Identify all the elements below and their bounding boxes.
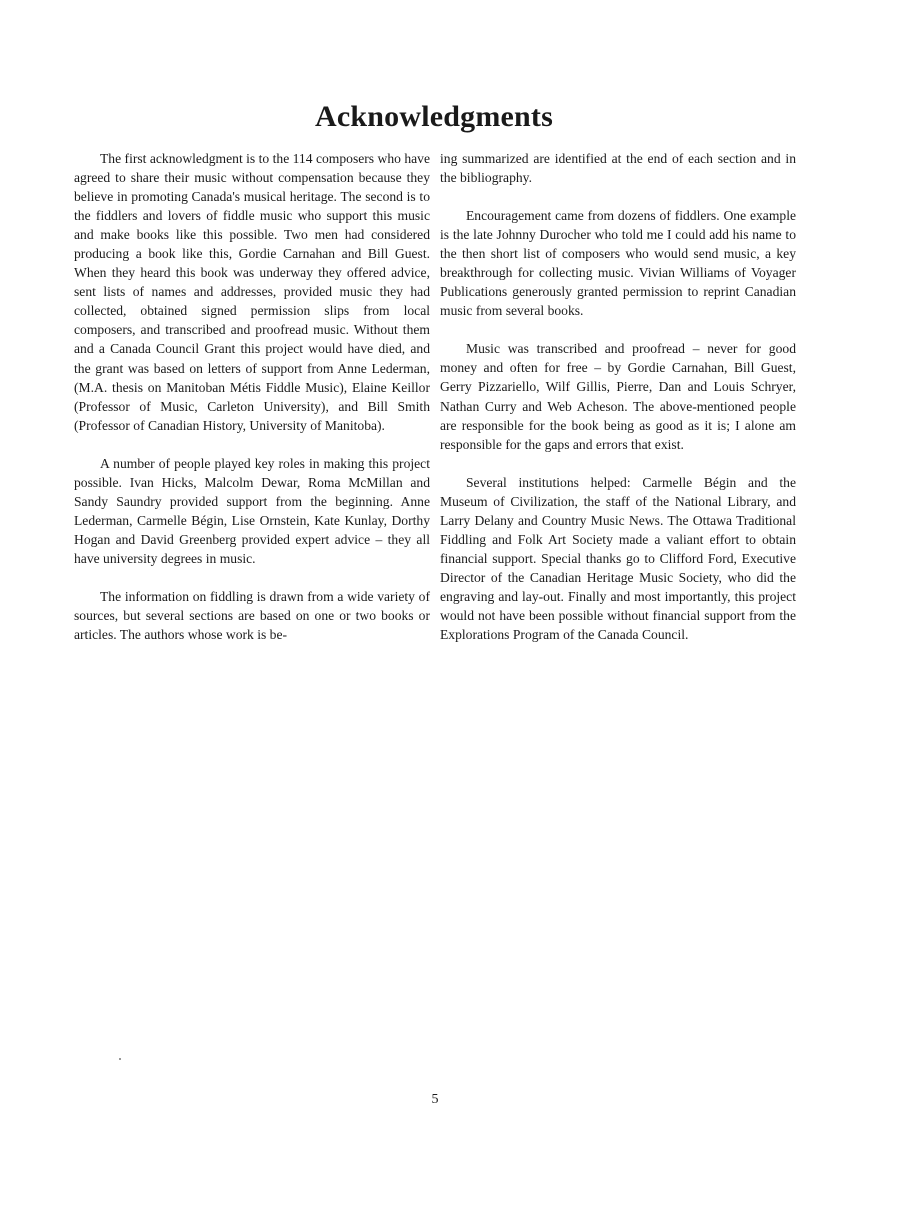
paragraph-key-roles: A number of people played key roles in making this project possible. Ivan Hicks, Malcolm Dewar, Roma McMillan and Sandy Saundry provided support from the beginning. Anne Lederman, Carmelle Bégin, Lise Ornstein, Kate Kunlay, Dorthy Hogan and David Greenberg provided expert advice – they all have university degrees in music. <box>74 455 430 566</box>
scan-speck <box>119 1058 121 1060</box>
left-column <box>74 149 430 644</box>
paragraph-sources: The information on fiddling is drawn from a wide variety of sources, but several sections are based on one or two books or articles. The authors whose work is be- <box>74 588 430 643</box>
paragraph-sources-continued: ing summarized are identified at the end of each section and in the bibliography. <box>440 151 796 186</box>
right-column <box>440 149 796 644</box>
paragraph-institutions: Several institutions helped: Carmelle Bégin and the Museum of Civilization, the staff of the National Library, and Larry Delany and Country Music News. The Ottawa Traditional Fiddling and Folk Art Society made a valiant effort to obtain financial support. Special thanks go to Clifford Ford, Executive Director of the Canadian Heritage Music Society, who did the engraving and lay-out. Finally and most importantly, this project would not have been possible without financial support from the Explorations Program of the Canada Council. <box>440 474 796 643</box>
page-title: Acknowledgments <box>314 100 553 133</box>
paragraph-encouragement: Encouragement came from dozens of fiddlers. One example is the late Johnny Durocher who told me I could add his name to the then short list of composers who would send music, a key breakthrough for collecting music. Vivian Williams of Voyager Publications generously granted permission to reprint Canadian music from several books. <box>440 208 796 319</box>
paragraph-transcription: Music was transcribed and proofread – never for good money and often for free – by Gordie Carnahan, Bill Guest, Gerry Pizzariello, Wilf Gillis, Pierre, Dan and Louis Schryer, Nathan Curry and Web Acheson. The above-mentioned people are responsible for the book being as good as it is; I alone am responsible for the gaps and errors that exist. <box>440 341 796 452</box>
paragraph-composers: The first acknowledgment is to the 114 composers who have agreed to share their music without compensation because they believe in promoting Canada's musical heritage. The second is to the fiddlers and lovers of fiddle music who support this music and make books like this possible. Two men had considered producing a book like this, Gordie Carnahan and Bill Guest. When they heard this book was underway they offered advice, sent lists of names and addresses, provided music they had collected, obtained signed permission slips from local composers, and transcribed and proofread music. Without them and a Canada Council Grant this project would have died, and the grant was based on letters of support from Anne Lederman, (M.A. thesis on Manitoban Métis Fiddle Music), Elaine Keillor (Professor of Music, Carleton University), and Bill Smith (Professor of Canadian History, University of Manitoba). <box>74 151 430 433</box>
page-number: 5 <box>431 1092 439 1107</box>
